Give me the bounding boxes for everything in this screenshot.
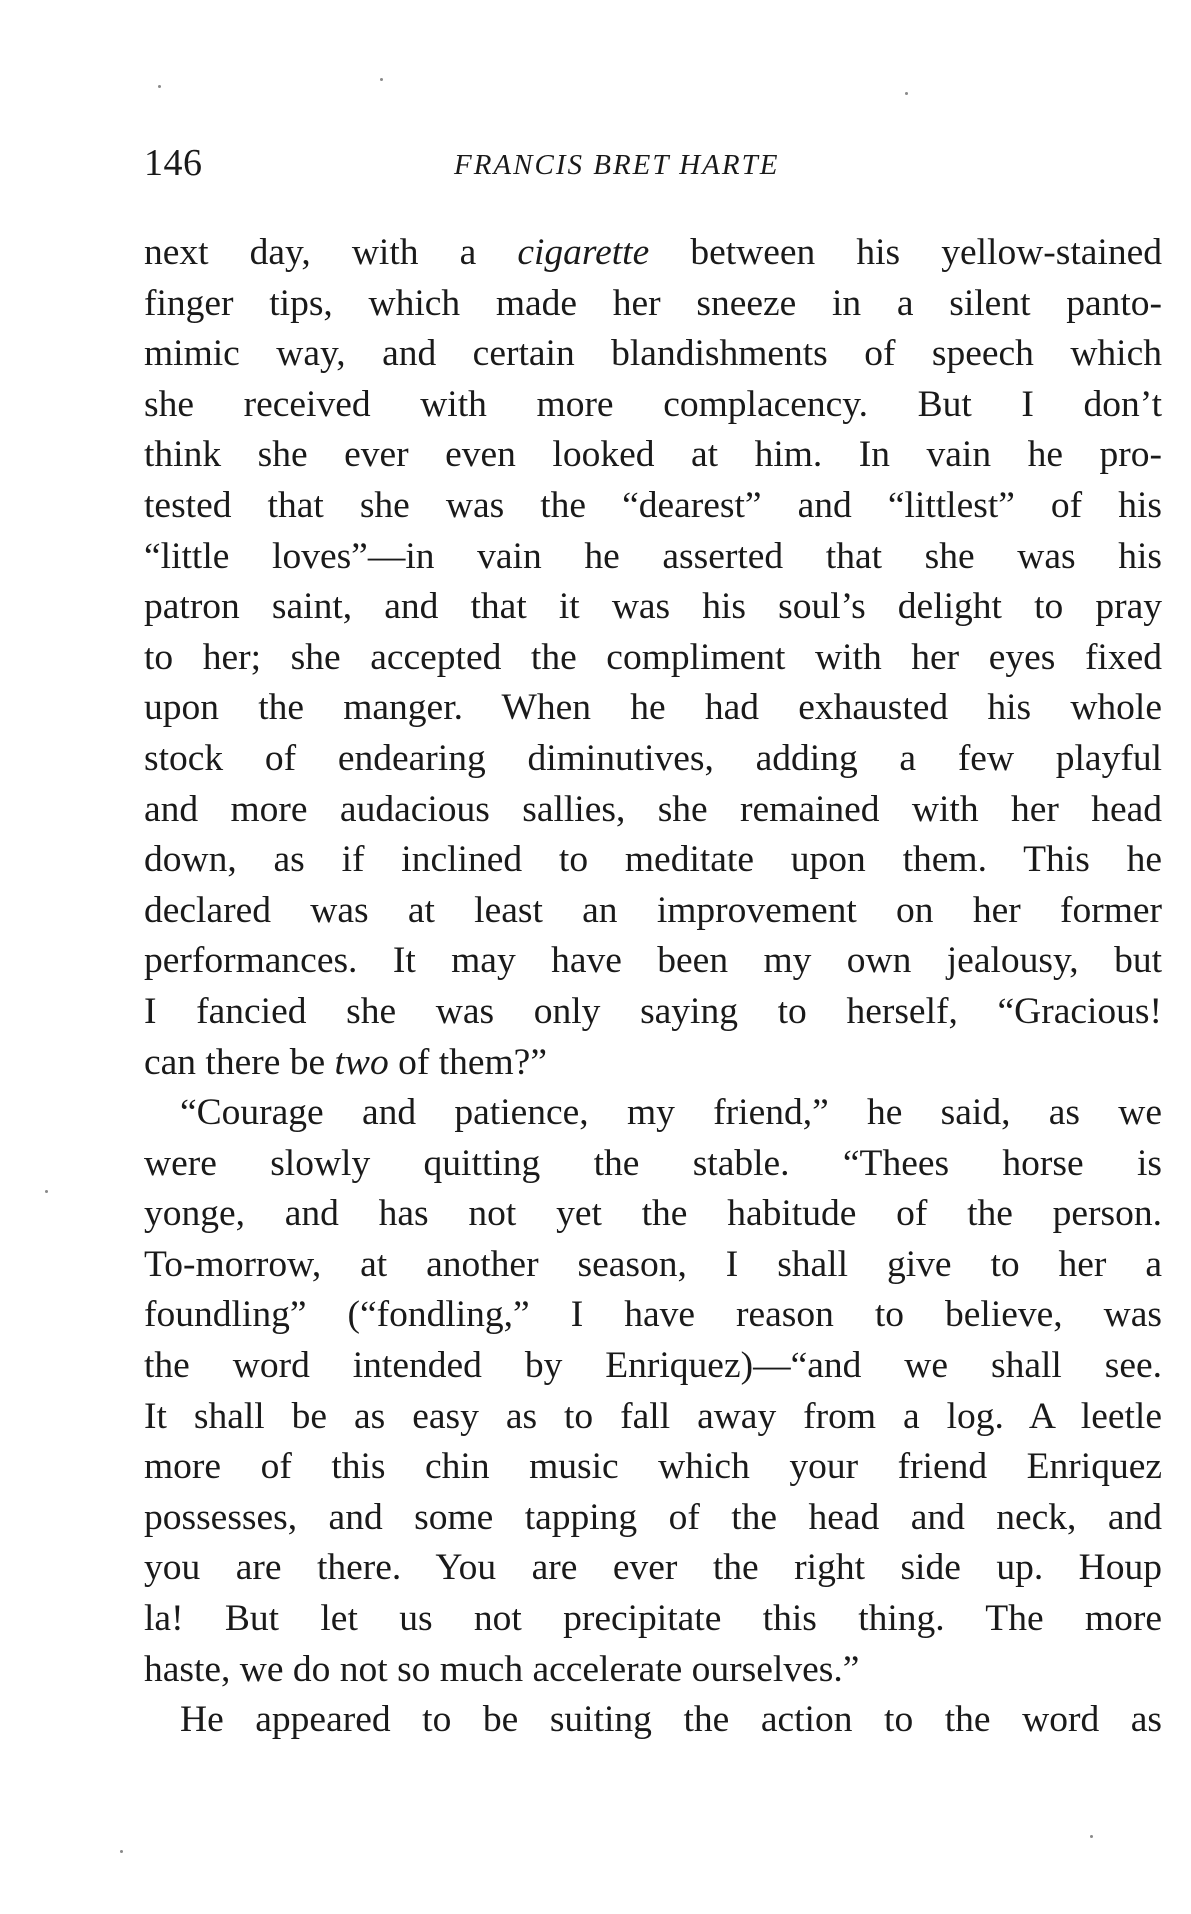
text-segment: can there be [144,1041,335,1083]
text-line [144,1695,1162,1746]
italic-text: two [334,1041,389,1083]
text-line [144,835,1162,886]
paper-speck [120,1850,123,1853]
text-segment: next day, with a [144,232,518,273]
text-segment: possesses, and some tapping of the head and neck, and [144,1496,1162,1538]
text-line [144,936,1162,987]
paper-speck [1090,1835,1093,1838]
text-line [144,1240,1162,1291]
text-segment: To-morrow, at another season, I shall give to her a [144,1243,1162,1285]
text-line [144,1493,1162,1544]
text-segment: and more audacious sallies, she remained with her head [144,788,1162,830]
text-line [144,1189,1162,1240]
text-segment: I fancied she was only saying to herself, “Gracious! [144,990,1162,1032]
text-segment: between his yellow-stained [649,232,1162,273]
text-segment: to her; she accepted the compliment with her eyes fixed [144,636,1162,678]
text-line [144,1088,1162,1139]
text-line [144,886,1162,937]
text-line [144,380,1162,431]
text-line [144,1594,1162,1645]
text-segment: upon the manger. When he had exhausted his whole [144,687,1162,729]
text-segment: stock of endearing diminutives, adding a few playful [144,737,1162,779]
text-line [144,1139,1162,1190]
text-segment: “Courage and patience, my friend,” he said, as we [180,1092,1162,1134]
text-line [144,1392,1162,1443]
text-line [144,279,1162,330]
body-text [144,228,1162,1746]
text-segment: were slowly quitting the stable. “Thees horse is [144,1142,1162,1184]
text-segment: yonge, and has not yet the habitude of the person. [144,1193,1162,1235]
text-segment: you are there. You are ever the right side up. Houp [144,1547,1162,1589]
text-line [144,683,1162,734]
text-line [144,430,1162,481]
text-segment: more of this chin music which your friend Enriquez [144,1446,1162,1488]
text-segment: patron saint, and that it was his soul’s delight to pray [144,586,1162,628]
paper-speck [380,78,383,81]
text-segment: she received with more complacency. But I don’t [144,383,1162,425]
text-segment: down, as if inclined to meditate upon them. This he [144,839,1162,881]
text-segment: performances. It may have been my own jealousy, but [144,940,1162,982]
page-number: 146 [144,142,203,184]
running-title: FRANCIS BRET HARTE [454,149,780,181]
text-line [144,633,1162,684]
text-line [144,1038,1162,1089]
text-line [144,329,1162,380]
text-line [144,1341,1162,1392]
text-line [144,481,1162,532]
paper-speck [905,92,908,95]
text-line [144,1645,1162,1696]
text-segment: of them?” [388,1041,547,1083]
text-line [144,228,1162,279]
text-segment: think she ever even looked at him. In vain he pro- [144,434,1162,476]
text-line [144,582,1162,633]
italic-text: cigarette [517,232,650,273]
text-segment: the word intended by Enriquez)—“and we shall see. [144,1345,1162,1387]
text-segment: foundling” (“fondling,” I have reason to believe, was [144,1294,1162,1336]
text-segment: declared was at least an improvement on her former [144,889,1162,931]
text-segment: finger tips, which made her sneeze in a silent panto- [144,282,1162,324]
text-segment: tested that she was the “dearest” and “littlest” of his [144,484,1162,526]
running-head [144,138,1164,188]
text-line [144,1543,1162,1594]
text-segment: “little loves”—in vain he asserted that she was his [144,535,1162,577]
text-line [144,532,1162,583]
paper-speck [158,85,161,88]
paper-speck [45,1190,48,1193]
text-segment: It shall be as easy as to fall away from a log. A leetle [144,1395,1162,1437]
text-segment: mimic way, and certain blandishments of speech which [144,333,1162,375]
text-segment: la! But let us not precipitate this thing. The more [144,1598,1162,1640]
text-line [144,734,1162,785]
text-line [144,1442,1162,1493]
text-line [144,785,1162,836]
text-segment: haste, we do not so much accelerate ourselves.” [144,1648,860,1690]
text-line [144,987,1162,1038]
text-line [144,1290,1162,1341]
text-segment: He appeared to be suiting the action to the word as [180,1699,1162,1741]
